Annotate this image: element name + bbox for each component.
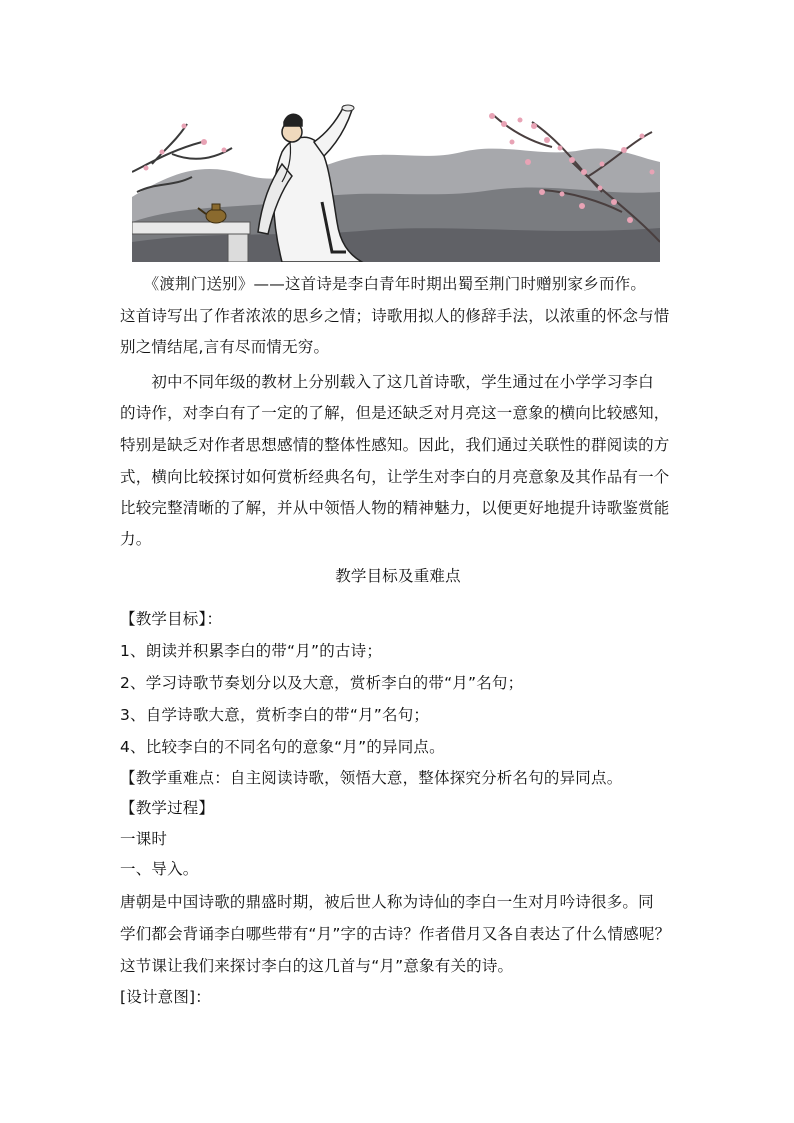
para2-line-1: 初中不同年级的教材上分别载入了这几首诗歌，学生通过在小学学习李白 (120, 373, 654, 391)
para2-line-6: 力。 (120, 530, 152, 548)
section-title: 教学目标及重难点 (335, 567, 461, 585)
step-intro: 一、导入。 (120, 860, 199, 878)
goal-item: 2、学习诗歌节奏划分以及大意，赏析李白的带“月”名句； (120, 674, 524, 692)
para2-line-2: 的诗作，对李白有了一定的了解，但是还缺乏对月亮这一意象的横向比较感知， (120, 404, 670, 422)
intro-line-1: 《渡荆门送别》——这首诗是李白青年时期出蜀至荆门时赠别家乡而作。 (120, 275, 647, 293)
lesson-count: 一课时 (120, 830, 168, 848)
intro-para-line-3: 这节课让我们来探讨李白的这几首与“月”意象有关的诗。 (120, 957, 514, 975)
goal-item: 1、朗读并积累李白的带“月”的古诗； (120, 642, 383, 660)
intro-para-line-1: 唐朝是中国诗歌的鼎盛时期，被后世人称为诗仙的李白一生对月吟诗很多。同 (120, 893, 654, 911)
design-intent: [设计意图]： (120, 988, 211, 1006)
intro-line-3: 别之情结尾,言有尽而情无穷。 (120, 338, 330, 356)
goal-item: 4、比较李白的不同名句的意象“月”的异同点。 (120, 738, 445, 756)
para2-line-4: 式，横向比较探讨如何赏析经典名句，让学生对李白的月亮意象及其作品有一个 (120, 468, 670, 486)
intro-line-2: 这首诗写出了作者浓浓的思乡之情；诗歌用拟人的修辞手法，以浓重的怀念与惜 (120, 307, 670, 325)
intro-para-line-2: 学们都会背诵李白哪些带有“月”字的古诗？作者借月又各自表达了什么情感呢？ (120, 925, 671, 943)
poet-under-plum-blossom-illustration (132, 102, 660, 262)
para2-line-3: 特别是缺乏对作者思想感情的整体性感知。因此，我们通过关联性的群阅读的方 (120, 436, 670, 454)
process-header: 【教学过程】 (120, 799, 215, 817)
para2-line-5: 比较完整清晰的了解，并从中领悟人物的精神魅力，以便更好地提升诗歌鉴赏能 (120, 499, 670, 517)
goal-item: 3、自学诗歌大意，赏析李白的带“月”名句； (120, 706, 430, 724)
goals-header: 【教学目标】： (120, 610, 223, 628)
key-points: 【教学重难点：自主阅读诗歌，领悟大意，整体探究分析名句的异同点。 (120, 769, 623, 787)
